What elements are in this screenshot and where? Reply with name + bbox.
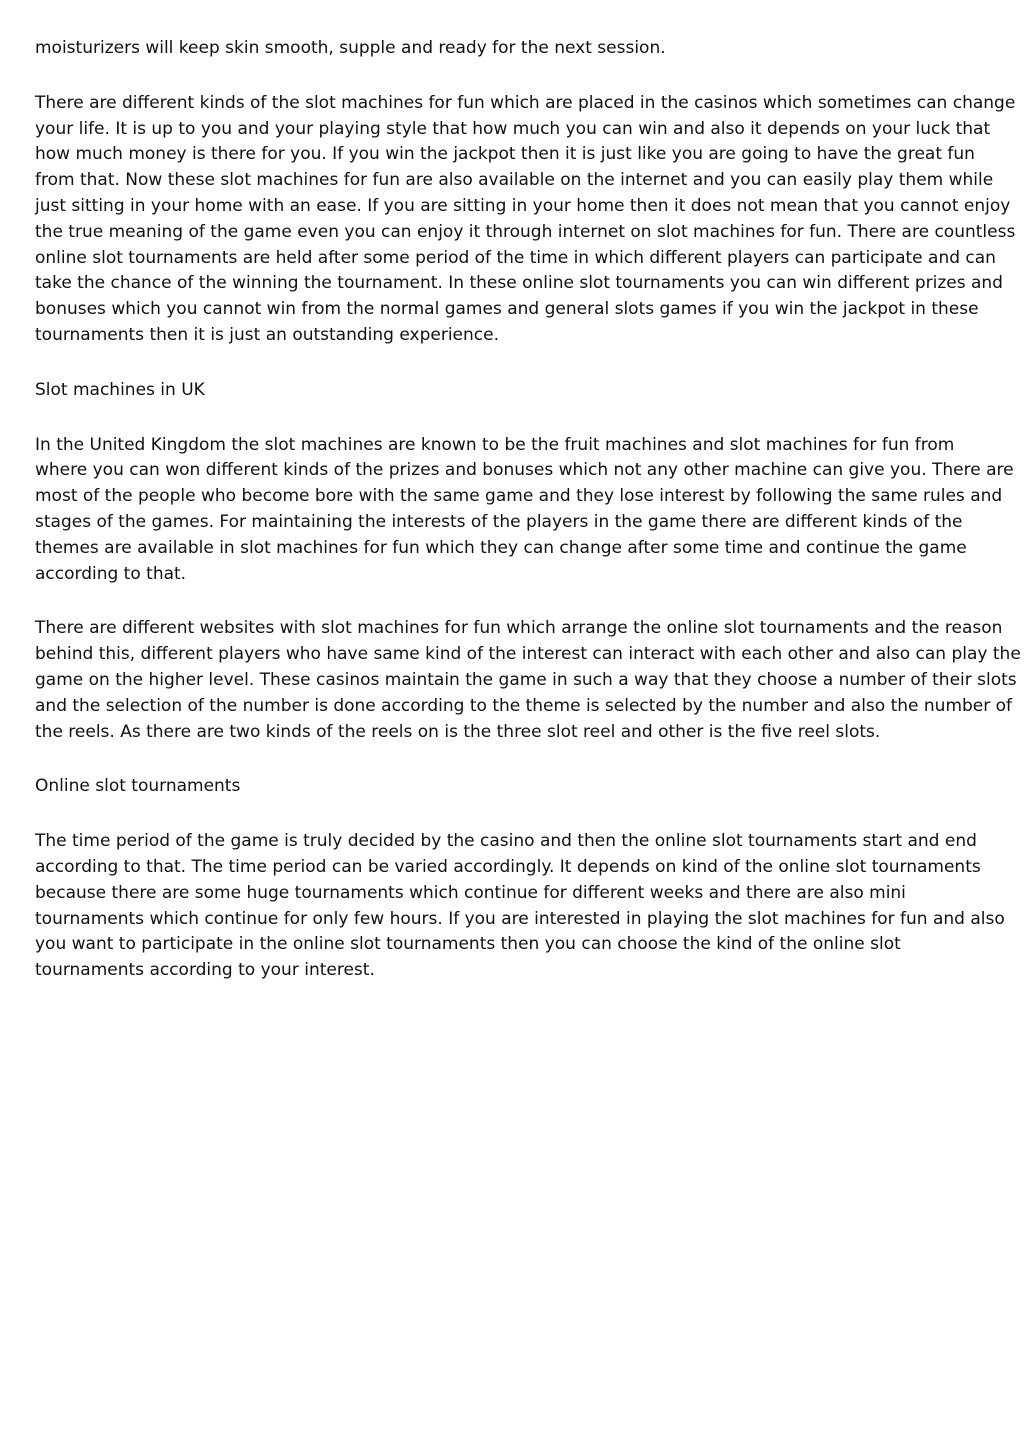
text-line: according to that.: [35, 563, 187, 584]
paragraph-time-period: [35, 829, 1005, 984]
text-line: The time period of the game is truly decided by the casino and then the online slot tournaments start and end: [35, 831, 977, 852]
paragraph-united-kingdom: [35, 433, 1014, 588]
text-line: the reels. As there are two kinds of the reels on is the three slot reel and other is the five reel slots.: [35, 721, 881, 742]
text-line: game on the higher level. These casinos maintain the game in such a way that they choose a number of their slots: [35, 669, 1017, 690]
paragraph-slot-machines-for-fun: [35, 91, 1016, 349]
text-line: tournaments according to your interest.: [35, 960, 375, 981]
text-line: bonuses which you cannot win from the normal games and general slots games if you win the jackpot in these: [35, 299, 979, 320]
text-line: how much money is there for you. If you win the jackpot then it is just like you are going to have the great fun: [35, 144, 975, 165]
text-line: the true meaning of the game even you can enjoy it through internet on slot machines for fun. There are countless: [35, 221, 1016, 242]
section-heading-online-slot-tournaments: [35, 774, 993, 800]
text-line: tournaments which continue for only few hours. If you are interested in playing the slot machines for fun and also: [35, 908, 1005, 929]
text-line: In the United Kingdom the slot machines are known to be the fruit machines and slot machines for fun from: [35, 434, 955, 455]
text-line: your life. It is up to you and your playing style that how much you can win and also it depends on your luck that: [35, 118, 991, 139]
text-line: There are different kinds of the slot machines for fun which are placed in the casinos which sometimes can change: [35, 92, 1016, 113]
text-line: where you can won different kinds of the prizes and bonuses which not any other machine can give you. There are: [35, 460, 1014, 481]
text-line: stages of the games. For maintaining the interests of the players in the game there are different kinds of the: [35, 511, 963, 532]
text-line: Online slot tournaments: [35, 776, 241, 797]
text-line: most of the people who become bore with the same game and they lose interest by following the same rules and: [35, 486, 1003, 507]
text-line: online slot tournaments are held after some period of the time in which different players can participate and can: [35, 247, 996, 268]
paragraph-intro-fragment: [35, 36, 993, 62]
text-line: take the chance of the winning the tournament. In these online slot tournaments you can win different prizes and: [35, 273, 1003, 294]
text-line: according to that. The time period can be varied accordingly. It depends on kind of the online slot tournaments: [35, 856, 981, 877]
text-line: moisturizers will keep skin smooth, supple and ready for the next session.: [35, 38, 666, 58]
text-line: Slot machines in UK: [35, 379, 205, 400]
text-line: behind this, different players who have same kind of the interest can interact with each other and also can play the: [35, 644, 1021, 665]
text-line: you want to participate in the online slot tournaments then you can choose the kind of the online slot: [35, 934, 901, 955]
document-page: [35, 36, 1021, 1013]
section-heading-slot-machines-uk: [35, 378, 993, 404]
text-line: tournaments then it is just an outstanding experience.: [35, 324, 499, 345]
text-line: because there are some huge tournaments which continue for different weeks and there are also mini: [35, 882, 906, 903]
paragraph-websites: [35, 616, 1021, 745]
text-line: and the selection of the number is done according to the theme is selected by the number and also the number of: [35, 695, 1013, 716]
text-line: just sitting in your home with an ease. If you are sitting in your home then it does not mean that you cannot enjoy: [35, 195, 1011, 216]
text-line: There are different websites with slot machines for fun which arrange the online slot tournaments and the reason: [35, 618, 1003, 639]
text-line: themes are available in slot machines for fun which they can change after some time and continue the game: [35, 537, 967, 558]
text-line: from that. Now these slot machines for fun are also available on the internet and you can easily play them while: [35, 170, 994, 191]
